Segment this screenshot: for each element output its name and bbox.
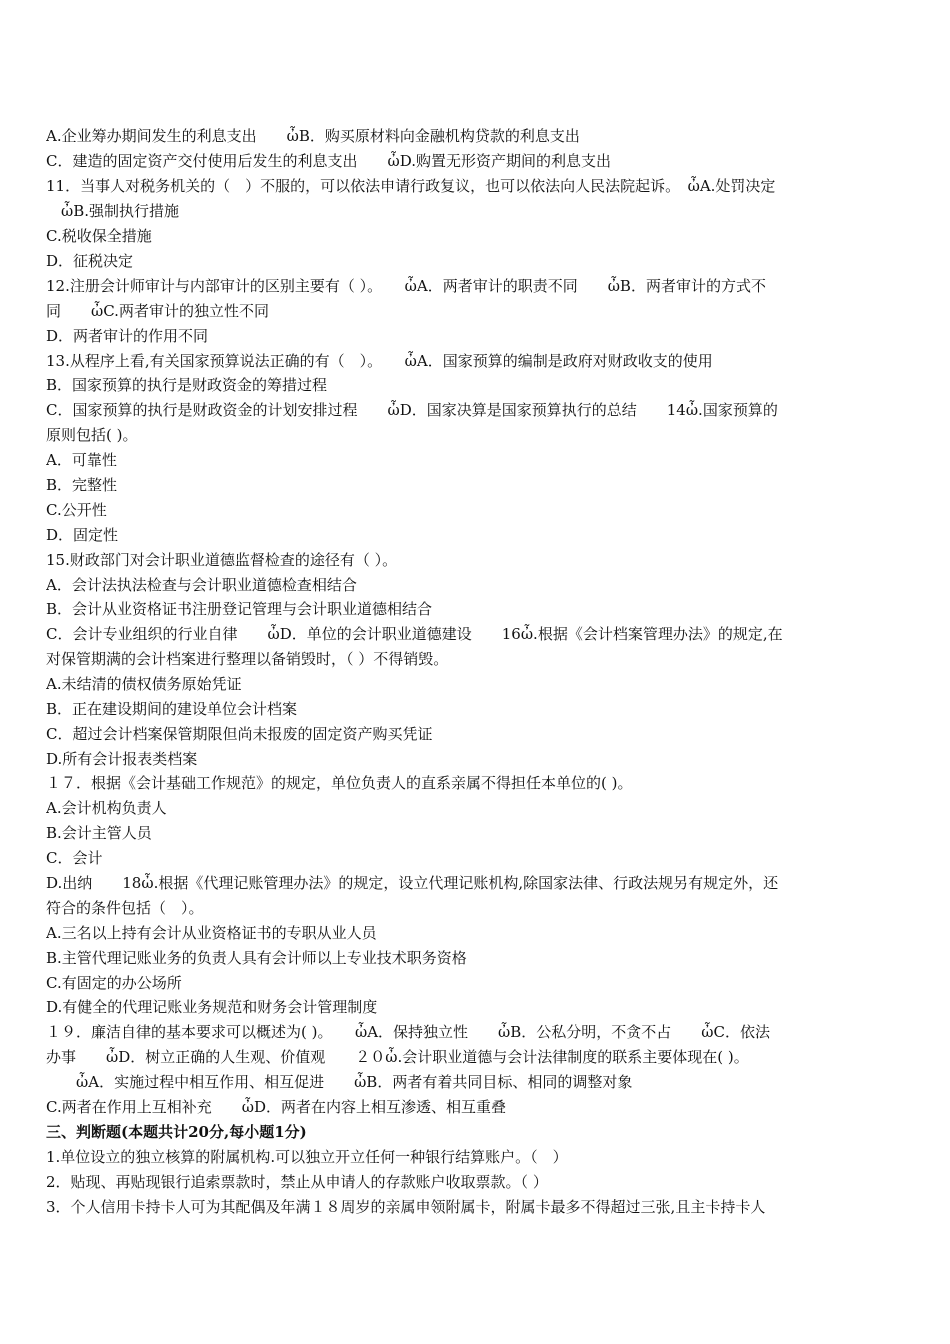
text-line: B.会计主管人员	[46, 824, 152, 842]
text-line: 11．当事人对税务机关的（ ）不服的，可以依法申请行政复议，也可以依法向人民法院起诉。 ὦA.处罚决定	[46, 177, 776, 195]
text-line: ὦA．实施过程中相互作用、相互促进 ὦB．两者有着共同目标、相同的调整对象	[46, 1073, 633, 1091]
text-line: C.有固定的办公场所	[46, 974, 182, 992]
text-line: D．两者审计的作用不同	[46, 327, 209, 345]
text-line: A.三名以上持有会计从业资格证书的专职从业人员	[46, 924, 377, 942]
text-line: A.企业筹办期间发生的利息支出 ὦB．购买原材料向金融机构贷款的利息支出	[46, 127, 580, 145]
text-line: １９．廉洁自律的基本要求可以概述为( )。 ὦA．保持独立性 ὦB．公私分明，不贪不占 ὦC．依法	[46, 1023, 771, 1041]
text-line: 对保管期满的会计档案进行整理以备销毁时，（ ）不得销毁。	[46, 650, 449, 668]
text-line: B．完整性	[46, 476, 118, 494]
text-line: C．超过会计档案保管期限但尚未报废的固定资产购买凭证	[46, 725, 433, 743]
text-line: B．正在建设期间的建设单位会计档案	[46, 700, 298, 718]
section-heading: 三、判断题(本题共计20分,每小题1分)	[46, 1123, 307, 1141]
text-line: 符合的条件包括（ ）。	[46, 899, 204, 917]
text-line: D.所有会计报表类档案	[46, 750, 198, 768]
text-line: C.两者在作用上互相补充 ὦD．两者在内容上相互渗透、相互重叠	[46, 1098, 506, 1116]
text-line: 2．贴现、再贴现银行追索票款时，禁止从申请人的存款账户收取票款。（ ）	[46, 1173, 548, 1191]
text-line: D．固定性	[46, 526, 119, 544]
text-line: B.主管代理记账业务的负责人具有会计师以上专业技术职务资格	[46, 949, 467, 967]
text-line: C．国家预算的执行是财政资金的计划安排过程 ὦD．国家决算是国家预算执行的总结 14ὦ.国家预算的	[46, 401, 778, 419]
text-line: C．会计专业组织的行业自律 ὦD．单位的会计职业道德建设 16ὦ.根据《会计档案管理办法》的规定,在	[46, 625, 783, 643]
text-line: D.出纳 18ὦ.根据《代理记账管理办法》的规定，设立代理记账机构,除国家法律、行政法规另有规定外，还	[46, 874, 779, 892]
text-line: D．征税决定	[46, 252, 134, 270]
text-line: D.有健全的代理记账业务规范和财务会计管理制度	[46, 998, 378, 1016]
text-line: B．会计从业资格证书注册登记管理与会计职业道德相结合	[46, 600, 433, 618]
text-line: 13.从程序上看,有关国家预算说法正确的有（ ）。 ὦA．国家预算的编制是政府对财政收支的使用	[46, 352, 713, 370]
text-line: 3．个人信用卡持卡人可为其配偶及年满１８周岁的亲属申领附属卡，附属卡最多不得超过三张,且主卡持卡人	[46, 1198, 766, 1216]
text-line: 原则包括( )。	[46, 426, 138, 444]
text-line: C.公开性	[46, 501, 107, 519]
text-line: 同 ὦC.两者审计的独立性不同	[46, 302, 269, 320]
text-line: A.未结清的债权债务原始凭证	[46, 675, 242, 693]
text-line: ὦB.强制执行措施	[46, 202, 180, 220]
text-line: 办事 ὦD．树立正确的人生观、价值观 ２０ὦ.会计职业道德与会计法律制度的联系主要体现在( )。	[46, 1048, 749, 1066]
text-line: A．会计法执法检查与会计职业道德检查相结合	[46, 576, 357, 594]
text-line: 1.单位设立的独立核算的附属机构.可以独立开立任何一种银行结算账户。（ ）	[46, 1148, 568, 1166]
text-line: C．建造的固定资产交付使用后发生的利息支出 ὦD.购置无形资产期间的利息支出	[46, 152, 611, 170]
text-line: C．会计	[46, 849, 103, 867]
text-line: C.税收保全措施	[46, 227, 152, 245]
text-line: B．国家预算的执行是财政资金的筹措过程	[46, 376, 328, 394]
text-line: A.会计机构负责人	[46, 799, 167, 817]
text-line: 12.注册会计师审计与内部审计的区别主要有（ ）。 ὦA．两者审计的职责不同 ὦB．两者审计的方式不	[46, 277, 766, 295]
text-line: A．可靠性	[46, 451, 117, 469]
text-line: １７．根据《会计基础工作规范》的规定，单位负责人的直系亲属不得担任本单位的( )。	[46, 774, 633, 792]
text-line: 15.财政部门对会计职业道德监督检查的途径有（ ）。	[46, 551, 398, 569]
